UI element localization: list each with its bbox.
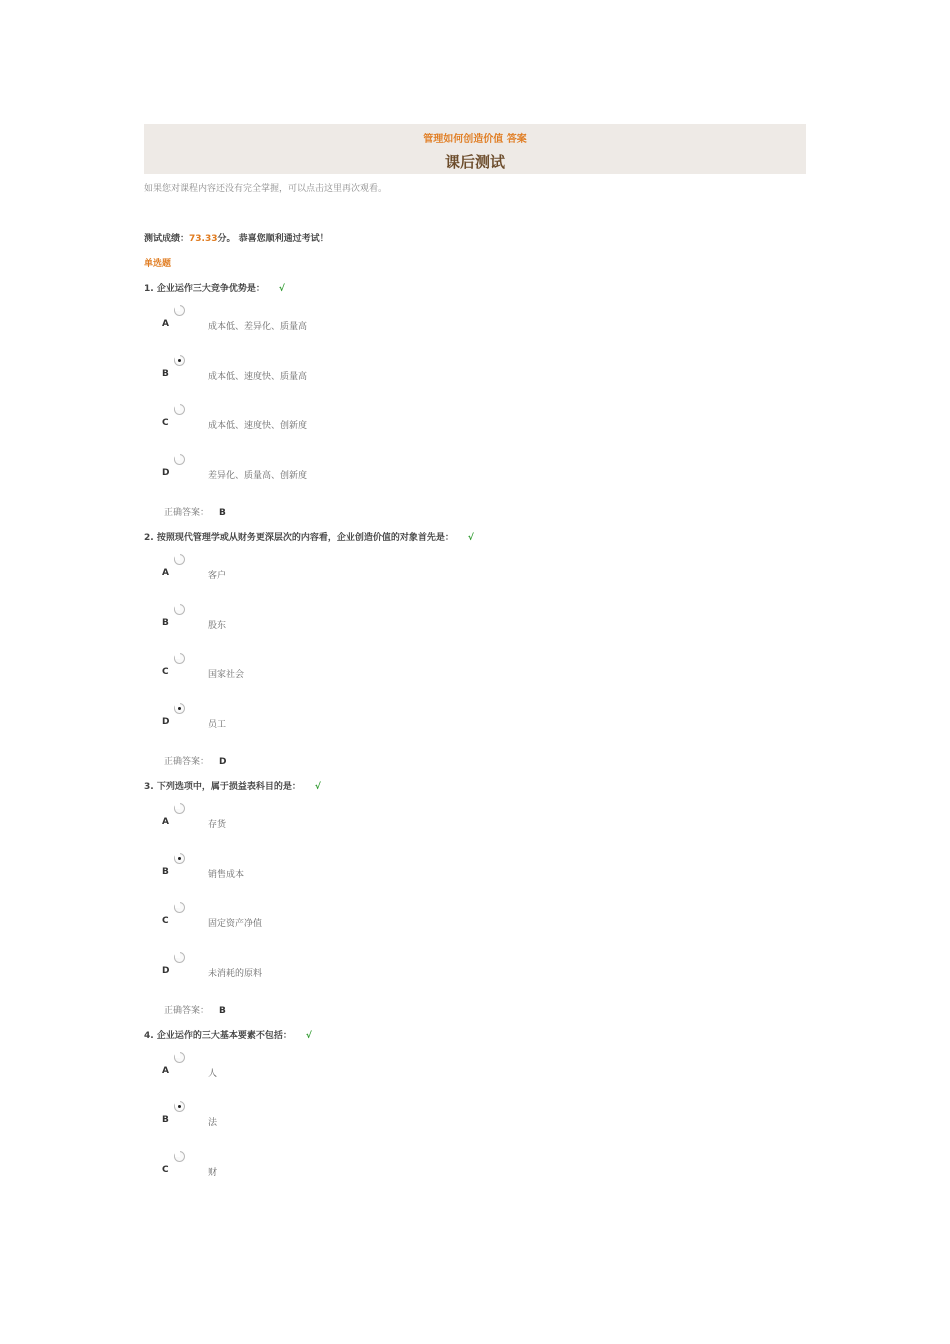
answer-label: 正确答案： [164,508,210,518]
option-text: 法 [208,1118,218,1128]
option-2a[interactable] [162,554,462,584]
correct-answer-1 [164,505,226,518]
radio-button[interactable] [174,803,185,814]
option-2c[interactable] [162,653,462,683]
option-4c[interactable] [162,1151,462,1181]
radio-button[interactable] [174,902,185,913]
correct-check-icon: √ [314,782,321,792]
option-text: 员工 [208,720,227,730]
question-2 [144,530,474,543]
option-2b[interactable] [162,604,462,634]
option-letter: C [162,916,169,926]
score-value: 73.33 [189,234,218,244]
option-4a[interactable] [162,1052,462,1082]
page-header [144,124,806,174]
option-1a[interactable] [162,305,462,335]
option-text: 销售成本 [208,870,245,880]
option-letter: D [162,717,170,727]
radio-button[interactable] [174,952,185,963]
radio-button[interactable] [174,653,185,664]
option-1c[interactable] [162,404,462,434]
option-4b[interactable] [162,1101,462,1131]
correct-check-icon: √ [467,533,474,543]
question-text: 4. 企业运作的三大基本要素不包括： [144,1031,292,1041]
question-text: 2. 按照现代管理学或从财务更深层次的内容看，企业创造价值的对象首先是： [144,533,454,543]
option-text: 客户 [208,571,227,581]
course-title: 管理如何创造价值 答案 [423,134,527,145]
score-suffix: 分。 恭喜您顺利通过考试！ [217,234,329,244]
option-text: 存货 [208,820,227,830]
radio-button-selected[interactable] [174,703,185,714]
option-text: 成本低、差异化、质量高 [208,322,308,332]
radio-button[interactable] [174,454,185,465]
radio-button[interactable] [174,604,185,615]
option-1d[interactable] [162,454,462,484]
question-3 [144,779,321,792]
option-text: 固定资产净值 [208,919,263,929]
option-text: 差异化、质量高、创新度 [208,471,308,481]
section-label: 单选题 [144,259,172,269]
option-letter: D [162,966,170,976]
option-3c[interactable] [162,902,462,932]
rewatch-hint-link[interactable]: 如果您对课程内容还没有完全掌握，可以点击这里再次观看。 [144,184,388,194]
question-text: 3. 下列选项中，属于损益表科目的是： [144,782,301,792]
page-title: 课后测试 [444,153,505,171]
option-text: 国家社会 [208,670,245,680]
correct-answer-2 [164,754,227,767]
answer-label: 正确答案： [164,757,210,767]
radio-button-selected[interactable] [174,1101,185,1112]
correct-answer-3 [164,1003,226,1016]
radio-button[interactable] [174,305,185,316]
option-letter: A [162,1066,169,1076]
answer-label: 正确答案： [164,1006,210,1016]
radio-button[interactable] [174,404,185,415]
option-letter: C [162,1165,169,1175]
option-3b[interactable] [162,853,462,883]
radio-button[interactable] [174,1052,185,1063]
question-1 [144,281,285,294]
option-3d[interactable] [162,952,462,982]
answer-value: D [219,757,227,767]
option-text: 股东 [208,621,227,631]
radio-button-selected[interactable] [174,853,185,864]
option-3a[interactable] [162,803,462,833]
option-1b[interactable] [162,355,462,385]
radio-button-selected[interactable] [174,355,185,366]
option-letter: C [162,667,169,677]
question-text: 1. 企业运作三大竞争优势是： [144,284,265,294]
option-2d[interactable] [162,703,462,733]
test-score [144,231,329,244]
question-4 [144,1028,312,1041]
option-letter: B [162,1115,169,1125]
correct-check-icon: √ [278,284,285,294]
option-text: 财 [208,1168,218,1178]
answer-value: B [219,1006,226,1016]
option-letter: A [162,817,169,827]
option-letter: A [162,568,169,578]
option-letter: B [162,618,169,628]
option-letter: C [162,418,169,428]
option-text: 未消耗的原料 [208,969,263,979]
score-prefix: 测试成绩： [144,234,190,244]
option-text: 人 [208,1069,218,1079]
correct-check-icon: √ [305,1031,312,1041]
radio-button[interactable] [174,1151,185,1162]
answer-value: B [219,508,226,518]
option-letter: B [162,369,169,379]
option-letter: D [162,468,170,478]
option-letter: B [162,867,169,877]
option-text: 成本低、速度快、创新度 [208,421,308,431]
radio-button[interactable] [174,554,185,565]
option-letter: A [162,319,169,329]
option-text: 成本低、速度快、质量高 [208,372,308,382]
